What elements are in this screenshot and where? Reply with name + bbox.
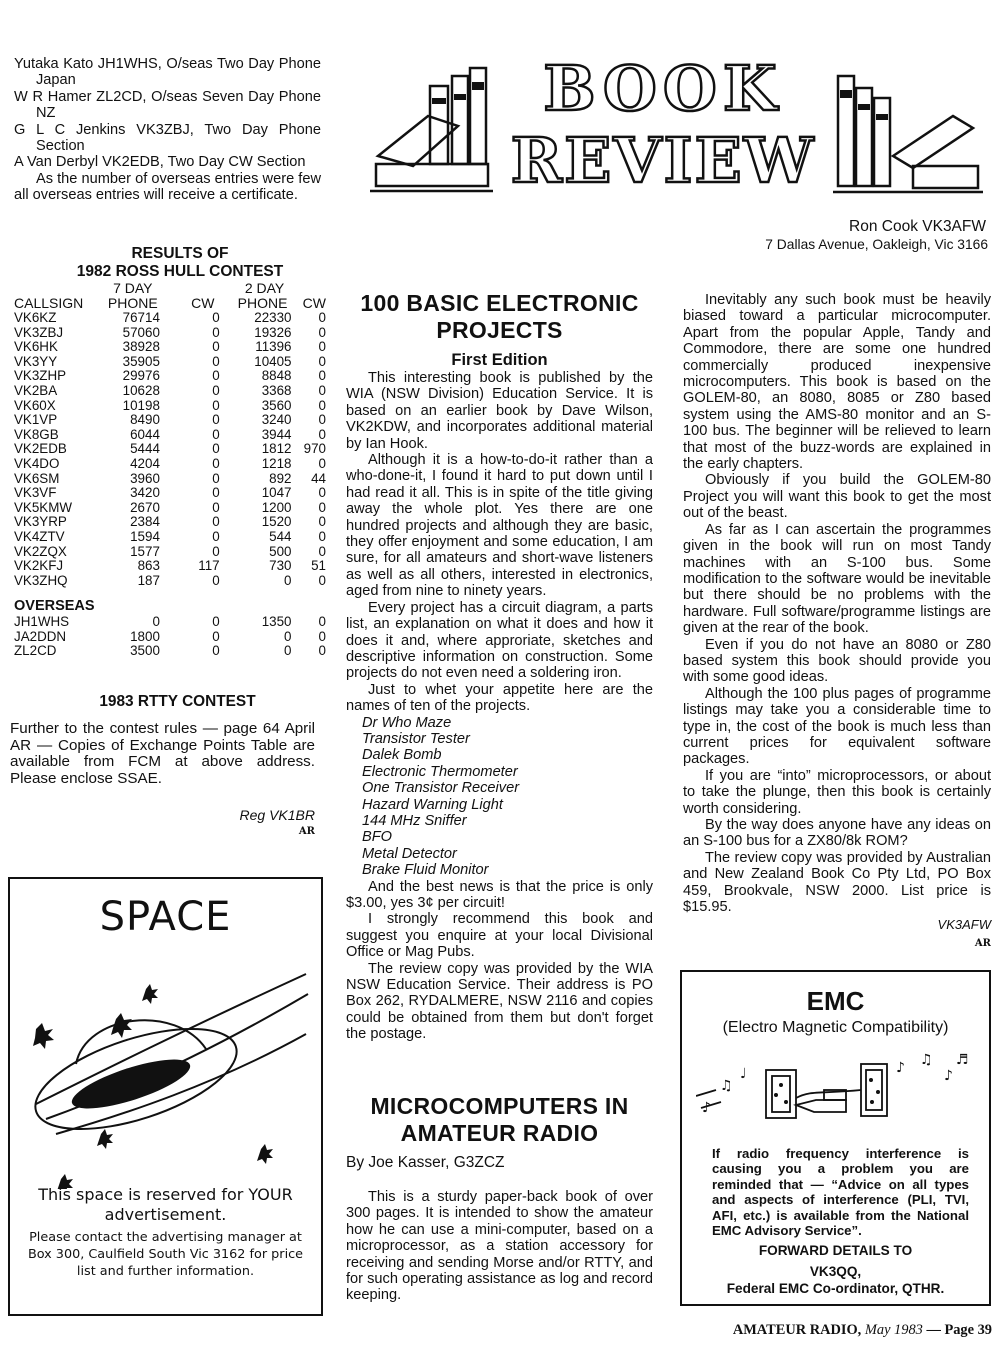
review2-continued: [683, 292, 991, 952]
score-cell: 0: [212, 368, 220, 384]
overseas-heading-row: [14, 598, 326, 615]
svg-text:♫: ♫: [720, 1078, 733, 1094]
overseas-rows: [14, 615, 326, 659]
score-cell: 0: [284, 643, 292, 659]
score-cell: 51: [311, 558, 326, 574]
score-cell: 0: [318, 514, 326, 530]
winner-item: W R Hamer ZL2CD, O/seas Seven Day Phone NZ: [14, 88, 321, 122]
callsign-cell: VK3YRP: [14, 514, 67, 530]
score-cell: 8490: [130, 412, 160, 428]
column-header: PHONE: [237, 295, 288, 311]
overseas-heading: OVERSEAS: [14, 598, 95, 615]
review2-paragraph: Although the 100 plus pages of programme listings may take you a considerable time to type in, the cost of the book is much less than current prices for equivalent software packages.: [683, 685, 991, 768]
callsign-cell: VK4DO: [14, 455, 60, 471]
review2-paragraph: Obviously if you build the GOLEM-80 Project you will want this book to get the most out of the beast.: [683, 472, 991, 522]
score-cell: 0: [212, 441, 220, 457]
emc-forward-line1: FORWARD DETAILS TO: [758, 1243, 913, 1258]
emc-advert: [680, 970, 991, 1306]
callsign-cell: VK6KZ: [14, 310, 57, 325]
space-ad-line1: This space is reserved for YOUR advertisement.: [38, 1185, 293, 1224]
winner-item: A Van Derbyl VK2EDB, Two Day CW Section: [14, 154, 306, 171]
review1-title-line1: 100 BASIC ELECTRONIC: [360, 290, 639, 316]
score-cell: 38928: [122, 339, 160, 355]
score-cell: 0: [318, 614, 326, 630]
score-cell: 0: [318, 528, 326, 544]
review1-paragraph: This interesting book is published by the WIA (NSW Division) Education Service. It is based on an earlier book by Dave Wilson, VK2KDW, and incorporates additional material by Ian Hook.: [346, 370, 653, 452]
table-row: [14, 615, 326, 630]
score-cell: 0: [318, 499, 326, 515]
score-cell: 0: [318, 382, 326, 398]
table-row: [14, 501, 326, 516]
table-row: [14, 457, 326, 472]
svg-text:♪: ♪: [702, 1100, 711, 1116]
score-cell: 3368: [261, 382, 292, 398]
score-cell: 863: [137, 558, 160, 574]
review1-edition: First Edition: [451, 351, 548, 369]
masthead-word1: BOOK: [543, 52, 783, 125]
review2-title-line2: AMATEUR RADIO: [400, 1120, 599, 1146]
score-cell: 0: [318, 455, 326, 471]
callsign-cell: VK4ZTV: [14, 528, 65, 544]
svg-text:♪: ♪: [944, 1068, 953, 1084]
score-cell: 10628: [122, 382, 160, 398]
score-cell: 10198: [122, 397, 160, 413]
review2-end-mark: AR: [974, 937, 991, 949]
score-cell: 22330: [254, 310, 292, 325]
review2-paragraph: As far as I can ascertain the programmes given in the book will run on most Tandy machines with an S-100 bus. Some modification to the software would be inevitable but there should be no problems with the hardware. Full software/programme listings are given at the rear of the book.: [683, 521, 991, 637]
score-cell: 3944: [261, 426, 292, 442]
score-cell: 0: [212, 528, 220, 544]
score-cell: 0: [318, 368, 326, 384]
score-cell: 0: [212, 324, 220, 340]
score-cell: 0: [212, 310, 220, 325]
footer-publication: AMATEUR RADIO,: [732, 1322, 862, 1338]
review2-paragraph: Even if you do not have an 8080 or Z80 based system this book should provide you with some good ideas.: [683, 636, 991, 686]
score-cell: 1200: [261, 499, 292, 515]
callsign-cell: ZL2CD: [14, 643, 57, 659]
score-cell: 730: [269, 558, 292, 574]
callsign-cell: VK2ZQX: [14, 543, 67, 559]
score-cell: 0: [318, 310, 326, 325]
table-row: [14, 574, 326, 589]
review1-paragraph: The review copy was provided by the WIA NSW Education Service. Their address is PO Box 262, RYDALMERE, NSW 2116 and copies could be obtained from them but don't forget the postage.: [346, 960, 653, 1043]
score-cell: 892: [269, 470, 292, 486]
score-cell: 3960: [130, 470, 160, 486]
table-row: [14, 413, 326, 428]
score-cell: 0: [212, 499, 220, 515]
score-cell: 0: [318, 426, 326, 442]
score-cell: 8848: [261, 368, 292, 384]
book-review-masthead: [368, 46, 993, 206]
table-row: [14, 428, 326, 443]
score-cell: 6044: [130, 426, 160, 442]
score-cell: 0: [212, 412, 220, 428]
table-row: [14, 486, 326, 501]
score-cell: 0: [318, 543, 326, 559]
project-list-item: Dr Who Maze: [362, 714, 452, 731]
table-row: [14, 384, 326, 399]
emc-forward-block: [692, 1242, 979, 1297]
review2-intro: This is a sturdy paper-back book of over 300 pages. It is intended to show the amateur how he can use a mini-computer, based on a microprocessor, as a station accessory for receiving and sending Morse and/or RTTY, and for such operating assistance as log and record keeping.: [346, 1189, 653, 1304]
review1-paragraph: Just to whet your appetite here are the names of ten of the projects.: [346, 681, 653, 715]
reviewer-address: 7 Dallas Avenue, Oakleigh, Vic 3166: [765, 237, 988, 252]
callsign-cell: VK6HK: [14, 339, 58, 355]
table-row: [14, 355, 326, 370]
score-cell: 3240: [261, 412, 292, 428]
svg-text:♫: ♫: [920, 1052, 933, 1068]
review2-byline: By Joe Kasser, G3ZCZ: [346, 1154, 505, 1171]
reviewer-name: Ron Cook VK3AFW: [849, 218, 986, 235]
score-cell: 29976: [122, 368, 160, 384]
score-cell: 0: [318, 485, 326, 501]
emc-interference-illustration: [696, 1050, 976, 1135]
callsign-cell: VK8GB: [14, 426, 59, 442]
score-cell: 0: [318, 412, 326, 428]
winner-item: G L C Jenkins VK3ZBJ, Two Day Phone Section: [14, 121, 321, 155]
table-row: [14, 515, 326, 530]
score-cell: 0: [284, 572, 292, 588]
callsign-cell: VK5KMW: [14, 499, 73, 515]
review1-paragraph: And the best news is that the price is only $3.00, yes 3¢ per circuit!: [346, 878, 653, 911]
project-list-item: BFO: [362, 829, 392, 846]
space-ad-line2: Please contact the advertising manager at Box 300, Caulfield South Vic 3162 for price list and further information.: [27, 1230, 304, 1279]
table-row: [14, 340, 326, 355]
svg-text:♩: ♩: [740, 1066, 747, 1082]
project-list-item: Transistor Tester: [362, 730, 470, 747]
score-cell: 19326: [254, 324, 292, 340]
svg-text:♬: ♬: [956, 1052, 969, 1068]
score-cell: 4204: [130, 455, 160, 471]
score-cell: 0: [212, 353, 220, 369]
emc-forward-line3: Federal EMC Co-ordinator, QTHR.: [726, 1281, 945, 1296]
score-cell: 500: [269, 543, 292, 559]
callsign-cell: VK2KFJ: [14, 558, 64, 574]
callsign-cell: VK3ZHQ: [14, 572, 68, 588]
project-list-item: Metal Detector: [362, 845, 457, 862]
score-cell: 1800: [130, 628, 160, 644]
callsign-cell: JH1WHS: [14, 614, 70, 630]
score-cell: 1577: [130, 543, 160, 559]
score-cell: 0: [318, 339, 326, 355]
results-rows: [14, 311, 326, 588]
results-section: [14, 245, 326, 659]
score-cell: 3500: [130, 643, 160, 659]
score-cell: 0: [152, 614, 160, 630]
project-list-item: Dalek Bomb: [362, 747, 442, 764]
rtty-section: [10, 693, 315, 837]
score-cell: 3420: [130, 485, 160, 501]
score-cell: 0: [318, 324, 326, 340]
score-cell: 0: [318, 628, 326, 644]
review2-paragraph: The review copy was provided by Australian and New Zealand Book Co Pty Ltd, PO Box 459, Brookvale, NSW 2000. List price is $15.95.: [683, 849, 991, 916]
score-cell: 0: [212, 614, 220, 630]
table-row: [14, 442, 326, 457]
review2-signature: VK3AFW: [937, 917, 991, 933]
results-heading-line1: RESULTS OF: [131, 245, 229, 262]
review1-paragraph: Every project has a circuit diagram, a parts list, an explanation on what it does and how it does it and, where approriate, sketches and descriptive information on construction. Some projects do not even need a soldering iron.: [346, 599, 653, 682]
project-list-item: One Transistor Receiver: [362, 780, 520, 797]
callsign-cell: VK1VP: [14, 412, 58, 428]
score-cell: 1594: [130, 528, 160, 544]
rtty-signature: Reg VK1BR: [239, 807, 315, 823]
score-cell: 0: [212, 470, 220, 486]
project-list-item: 144 MHz Sniffer: [362, 812, 467, 829]
score-cell: 3560: [261, 397, 292, 413]
masthead-word2: REVIEW: [510, 124, 816, 197]
table-row: [14, 399, 326, 414]
project-list-item: Brake Fluid Monitor: [362, 862, 489, 879]
review2-paragraph: By the way does anyone have any ideas on an S-100 bus for a ZX80/8k ROM?: [683, 817, 991, 850]
emc-subtitle: (Electro Magnetic Compatibility): [722, 1019, 949, 1036]
project-list-item: Hazard Warning Light: [362, 796, 503, 813]
score-cell: 0: [212, 485, 220, 501]
results-heading-line2: 1982 ROSS HULL CONTEST: [76, 263, 284, 280]
footer-issue: May 1983: [864, 1322, 923, 1338]
review2-paragraph: If you are “into” microprocessors, or about to take the plunge, then this book is certainly worth considering.: [683, 767, 991, 817]
score-cell: 0: [318, 353, 326, 369]
table-row: [14, 644, 326, 659]
svg-text:♪: ♪: [896, 1060, 905, 1076]
callsign-cell: VK2EDB: [14, 441, 67, 457]
score-cell: 1520: [261, 514, 292, 530]
review1-paragraph: Although it is a how-to-do-it rather than a who-done-it, I found it hard to put down until I had read it all. This is in spite of the title giving away the whole plot. Yes there are one hundred projects and although they are basic, they offer enjoyment and some education, I am sure, for all amateurs and short-wave listeners as well as all others, interested in electronics, aged from nine to ninety years.: [346, 452, 653, 600]
results-table: [14, 281, 326, 659]
score-cell: 1218: [261, 455, 292, 471]
callsign-cell: VK3VF: [14, 485, 57, 501]
project-list-item: Electronic Thermometer: [362, 763, 518, 780]
flying-saucer-illustration: [16, 954, 316, 1189]
table-row: [14, 630, 326, 645]
space-advert: [8, 877, 323, 1316]
emc-forward-line2: VK3QQ,: [809, 1264, 862, 1279]
review-microcomputers: [346, 1093, 653, 1304]
rtty-end-mark: AR: [298, 826, 315, 837]
score-cell: 0: [212, 382, 220, 398]
callsign-cell: VK3YY: [14, 353, 58, 369]
score-cell: 117: [198, 558, 220, 574]
score-cell: 5444: [130, 441, 160, 457]
emc-body: If radio frequency interference is causing you a problem you are reminded that — “Advice on all types and aspects of interference (PLI, TVI, AFI, etc.) is available from the National EMC Advisory Service”.: [712, 1146, 969, 1239]
column-header: CW: [191, 295, 215, 311]
group-7day-label: 7 DAY: [113, 280, 153, 296]
review1-title-line2: PROJECTS: [436, 317, 563, 343]
score-cell: 76714: [122, 310, 160, 325]
winners-section: [14, 56, 321, 204]
rtty-body: Further to the contest rules — page 64 April AR — Copies of Exchange Points Table are available from FCM at above address. Please enclose SSAE.: [10, 720, 315, 787]
score-cell: 0: [212, 455, 220, 471]
score-cell: 44: [311, 470, 326, 486]
score-cell: 0: [212, 426, 220, 442]
callsign-cell: VK6SM: [14, 470, 60, 486]
score-cell: 2670: [130, 499, 160, 515]
page-footer: [600, 1322, 992, 1339]
table-row: [14, 530, 326, 545]
score-cell: 0: [212, 514, 220, 530]
space-ad-title: SPACE: [99, 894, 232, 940]
reviewer-block: [640, 217, 988, 254]
project-list: [346, 715, 653, 879]
review1-paragraph: I strongly recommend this book and suggest you enquire at your local Divisional Office or Mag Pubs.: [346, 911, 653, 961]
score-cell: 0: [212, 572, 220, 588]
score-cell: 0: [212, 543, 220, 559]
table-row: [14, 311, 326, 326]
review-100-basic-projects: [346, 290, 653, 1043]
score-cell: 2384: [130, 514, 160, 530]
rtty-heading: 1983 RTTY CONTEST: [99, 693, 256, 710]
score-cell: 57060: [122, 324, 160, 340]
column-header: CALLSIGN: [14, 295, 84, 311]
score-cell: 0: [212, 628, 220, 644]
table-row: [14, 326, 326, 341]
table-row: [14, 369, 326, 384]
score-cell: 0: [318, 572, 326, 588]
score-cell: 0: [318, 643, 326, 659]
score-cell: 0: [212, 339, 220, 355]
review2-title-line1: MICROCOMPUTERS IN: [370, 1093, 629, 1119]
winner-item: Yutaka Kato JH1WHS, O/seas Two Day Phone Japan: [14, 56, 321, 89]
score-cell: 0: [318, 397, 326, 413]
callsign-cell: JA2DDN: [14, 628, 67, 644]
review2-paragraph: Inevitably any such book must be heavily biased toward a particular microcomputer. Apart from the popular Apple, Tandy and Commodore, there are some one hundred commercially produced inexpensive microcomputers. This book is based on the GOLEM-80, an 8080, 8085 or Z80 based system using the AMS-80 monitor and an S-100 bus. The beginner will be relieved to learn that most of the buzz-words are explained in the early chapters.: [683, 292, 991, 473]
table-row: [14, 559, 326, 574]
score-cell: 970: [303, 441, 326, 457]
column-header: CW: [302, 295, 326, 311]
score-cell: 1812: [261, 441, 292, 457]
score-cell: 11396: [255, 339, 292, 355]
overseas-note: As the number of overseas entries were few all overseas entries will receive a certificate.: [14, 170, 321, 204]
footer-page: — Page 39: [926, 1322, 992, 1338]
callsign-cell: VK3ZBJ: [14, 324, 64, 340]
callsign-cell: VK2BA: [14, 382, 58, 398]
score-cell: 187: [137, 572, 160, 588]
results-column-header-row: [14, 296, 326, 311]
callsign-cell: VK60X: [14, 397, 56, 413]
score-cell: 35905: [122, 353, 160, 369]
column-header: PHONE: [107, 295, 158, 311]
callsign-cell: VK3ZHP: [14, 368, 67, 384]
score-cell: 0: [212, 397, 220, 413]
score-cell: 0: [212, 643, 220, 659]
score-cell: 544: [269, 528, 292, 544]
score-cell: 10405: [254, 353, 292, 369]
group-2day-label: 2 DAY: [244, 280, 285, 296]
table-row: [14, 545, 326, 560]
table-row: [14, 472, 326, 487]
emc-title: EMC: [806, 986, 865, 1016]
score-cell: 0: [284, 628, 292, 644]
score-cell: 1350: [261, 614, 292, 630]
score-cell: 1047: [261, 485, 292, 501]
results-group-row: [14, 281, 326, 296]
